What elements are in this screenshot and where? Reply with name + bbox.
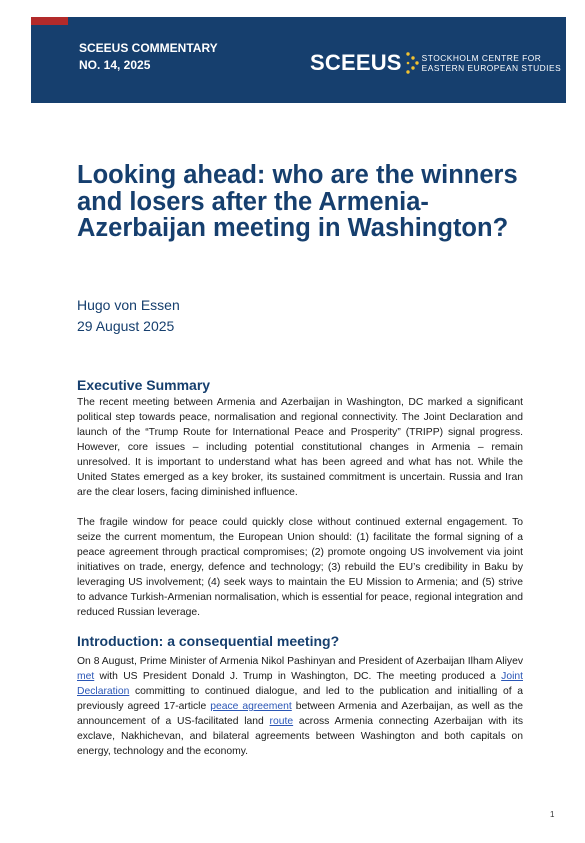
intro-text-1: On 8 August, Prime Minister of Armenia Nikol Pashinyan and President of Azerbaijan Ilham Aliyev	[77, 656, 523, 667]
intro-text-3: committing to continued dialogue, and led to the publication and initialling of a previously agreed 17-article	[77, 686, 523, 712]
page-number: 1	[550, 810, 555, 819]
document-title: Looking ahead: who are the winners and losers after the Armenia-Azerbaijan meeting in Washington?	[77, 161, 518, 242]
publication-date: 29 August 2025	[77, 318, 175, 334]
link-met[interactable]: met	[77, 671, 95, 682]
logo-wordmark: SCEEUS	[310, 50, 402, 75]
link-route[interactable]: route	[269, 716, 294, 727]
link-joint-declaration[interactable]: Joint Declaration	[77, 671, 523, 697]
executive-summary-heading: Executive Summary	[77, 377, 211, 393]
executive-summary-paragraph-1: The recent meeting between Armenia and Azerbaijan in Washington, DC marked a significant political step towards peace, normalisation and regional connectivity. The Joint Declaration and launch of the “Trump Route for International Peace and Prosperity” (TRIPP) signal progress. However, core issues – including potential constitutional changes in Armenia – remain unresolved. It is important to understand what has been agreed and what has not. While the United States emerged as a key broker, its sustained commitment is uncertain. Russia and Iran are the clear losers, facing diminished influence.	[77, 397, 523, 498]
intro-text-5: across Armenia connecting Azerbaijan with its exclave, Nakhichevan, and bilateral agreements between Washington and both capitals on energy, technology and the economy.	[77, 716, 523, 757]
logo-dots-icon	[405, 50, 419, 76]
series-number: NO. 14, 2025	[79, 58, 151, 72]
intro-text-4: between Armenia and Azerbaijan, as well as the announcement of a US-facilitated land	[77, 701, 523, 727]
series-title: SCEEUS COMMENTARY	[79, 41, 218, 55]
introduction-heading: Introduction: a consequential meeting?	[77, 633, 340, 649]
introduction-paragraph	[77, 654, 523, 759]
logo-subtitle-line1: STOCKHOLM CENTRE FOR	[421, 53, 542, 63]
author: Hugo von Essen	[77, 297, 180, 313]
logo-subtitle-line2: EASTERN EUROPEAN STUDIES	[421, 63, 562, 73]
link-peace-agreement[interactable]: peace agreement	[210, 701, 292, 712]
executive-summary-paragraph-2: The fragile window for peace could quickly close without continued external engagement. To seize the current momentum, the European Union should: (1) facilitate the formal signing of a peace agreement through practical compromises; (2) promote ongoing US involvement via joint initiatives on trade, energy, defence and technology; (3) rebuild the EU’s credibility in Baku by leveraging US involvement; (4) seek ways to maintain the EU Mission to Armenia; and (5) strive to advance Turkish-Armenian normalisation, which is essential for peace, regional integration and reduced Russian leverage.	[77, 517, 523, 618]
sceeus-logo	[310, 50, 561, 76]
header-accent-bar	[31, 17, 68, 25]
logo-subtitle	[422, 53, 562, 73]
series-label	[79, 40, 218, 74]
intro-text-2: with US President Donald J. Trump in Washington, DC. The meeting produced a	[94, 671, 502, 682]
